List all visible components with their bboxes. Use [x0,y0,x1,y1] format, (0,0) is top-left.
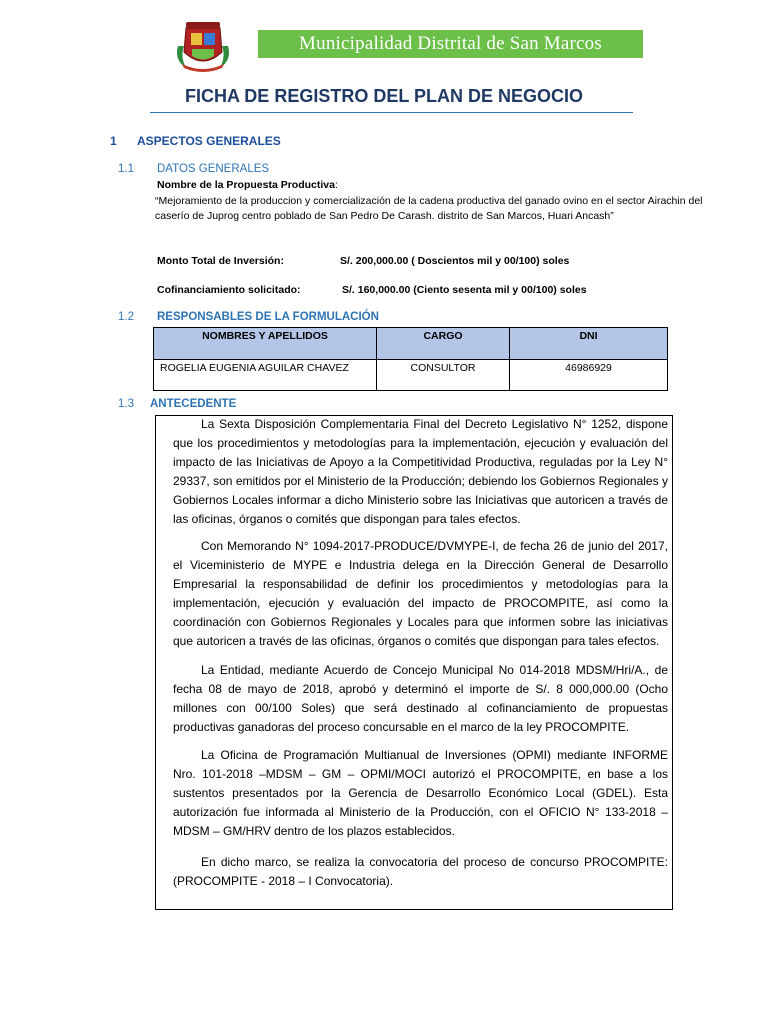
antecedent-paragraph-1: La Sexta Disposición Complementaria Final del Decreto Legislativo N° 1252, dispone que los procedimientos y metodologías para la implementación, ejecución y evaluación del impacto de las Iniciativas de Apoyo a la Competitividad Productiva, reguladas por la Ley N° 29337, son emitidos por el Ministerio de la Producción; debiendo los Gobiernos Regionales y Gobiernos Locales informar a dicho Ministerio sobre las Iniciativas que autoricen a través de las oficinas, órganos o comités que dispongan para tales efectos. [173,417,668,526]
proposal-colon: : [334,179,338,191]
antecedent-paragraph-2: Con Memorando N° 1094-2017-PRODUCE/DVMYPE-I, de fecha 26 de junio del 2017, el Viceministerio de MYPE e Industria delega en la Dirección General de Desarrollo Empresarial la responsabilidad de definir los procedimientos y metodologías para la implementación, ejecución y evaluación del impacto de PROCOMPITE, así como la coordinación con Gobiernos Regionales y Locales para que informen sobre las iniciativas que autoricen a través de las oficinas, órganos o comités que dispongan para tales efectos. [173,539,668,648]
section-1-title: ASPECTOS GENERALES [137,134,281,148]
cofinancing-label: Cofinanciamiento solicitado: [157,284,301,296]
antecedent-paragraph-3: La Entidad, mediante Acuerdo de Concejo Municipal No 014-2018 MDSM/Hri/A., de fecha 08 de mayo de 2018, aprobó y determinó el importe de S/. 8 000,000.00 (Ocho millones con 00/100 Soles) que será destinado al cofinanciamiento de propuestas productivas ganadoras del proceso concursable en el marco de la ley PROCOMPITE. [173,663,668,734]
column-header-names: NOMBRES Y APELLIDOS [154,328,377,360]
proposal-label-line [157,178,338,193]
section-1-3-title: ANTECEDENTE [150,398,237,410]
section-1-number: 1 [110,134,117,148]
section-1-1-number: 1.1 [118,163,134,175]
investment-value: S/. 200,000.00 ( Doscientos mil y 00/100) soles [340,255,570,267]
responsibles-table [153,327,668,391]
title-divider [150,112,633,113]
municipality-banner: Municipalidad Distrital de San Marcos [258,30,643,58]
municipal-coat-of-arms-icon [172,16,234,74]
column-header-position: CARGO [377,328,510,360]
table-row [154,360,668,391]
column-header-dni: DNI [510,328,668,360]
investment-label: Monto Total de Inversión: [157,255,284,267]
proposal-label: Nombre de la Propuesta Productiva [157,179,335,191]
table-header-row [154,328,668,360]
antecedent-paragraph-5: En dicho marco, se realiza la convocatoria del proceso de concurso PROCOMPITE: (PROCOMPITE - 2018 – I Convocatoria). [173,855,668,888]
document-title: FICHA DE REGISTRO DEL PLAN DE NEGOCIO [184,86,584,106]
section-1-2-title: RESPONSABLES DE LA FORMULACIÓN [157,311,379,323]
section-1-1-title: DATOS GENERALES [157,163,270,175]
antecedent-paragraph-4: La Oficina de Programación Multianual de Inversiones (OPMI) mediante INFORME Nro. 101-2018 –MDSM – GM – OPMI/MOCI autorizó el PROCOMPITE, en base a los sustentos presentados por la Gerencia de Desarrollo Económico Local (GDEL). Esta autorización fue informada al Ministerio de la Producción, con el OFICIO N° 133-2018 – MDSM – GM/HRV dentro de los plazos establecidos. [173,748,668,838]
section-1-3-number: 1.3 [118,398,134,410]
table-cell-dni: 46986929 [510,360,668,391]
section-1-2-number: 1.2 [118,311,134,323]
proposal-text: “Mejoramiento de la produccion y comercialización de la cadena productiva del ganado ovino en el sector Airachin del caserío de Juprog centro poblado de San Pedro De Carash. distrito de San Marcos, Huari Ancash” [155,195,703,222]
cofinancing-value: S/. 160,000.00 (Ciento sesenta mil y 00/100) soles [342,284,587,296]
table-cell-name: ROGELIA EUGENIA AGUILAR CHAVEZ [154,360,377,391]
table-cell-position: CONSULTOR [377,360,510,391]
